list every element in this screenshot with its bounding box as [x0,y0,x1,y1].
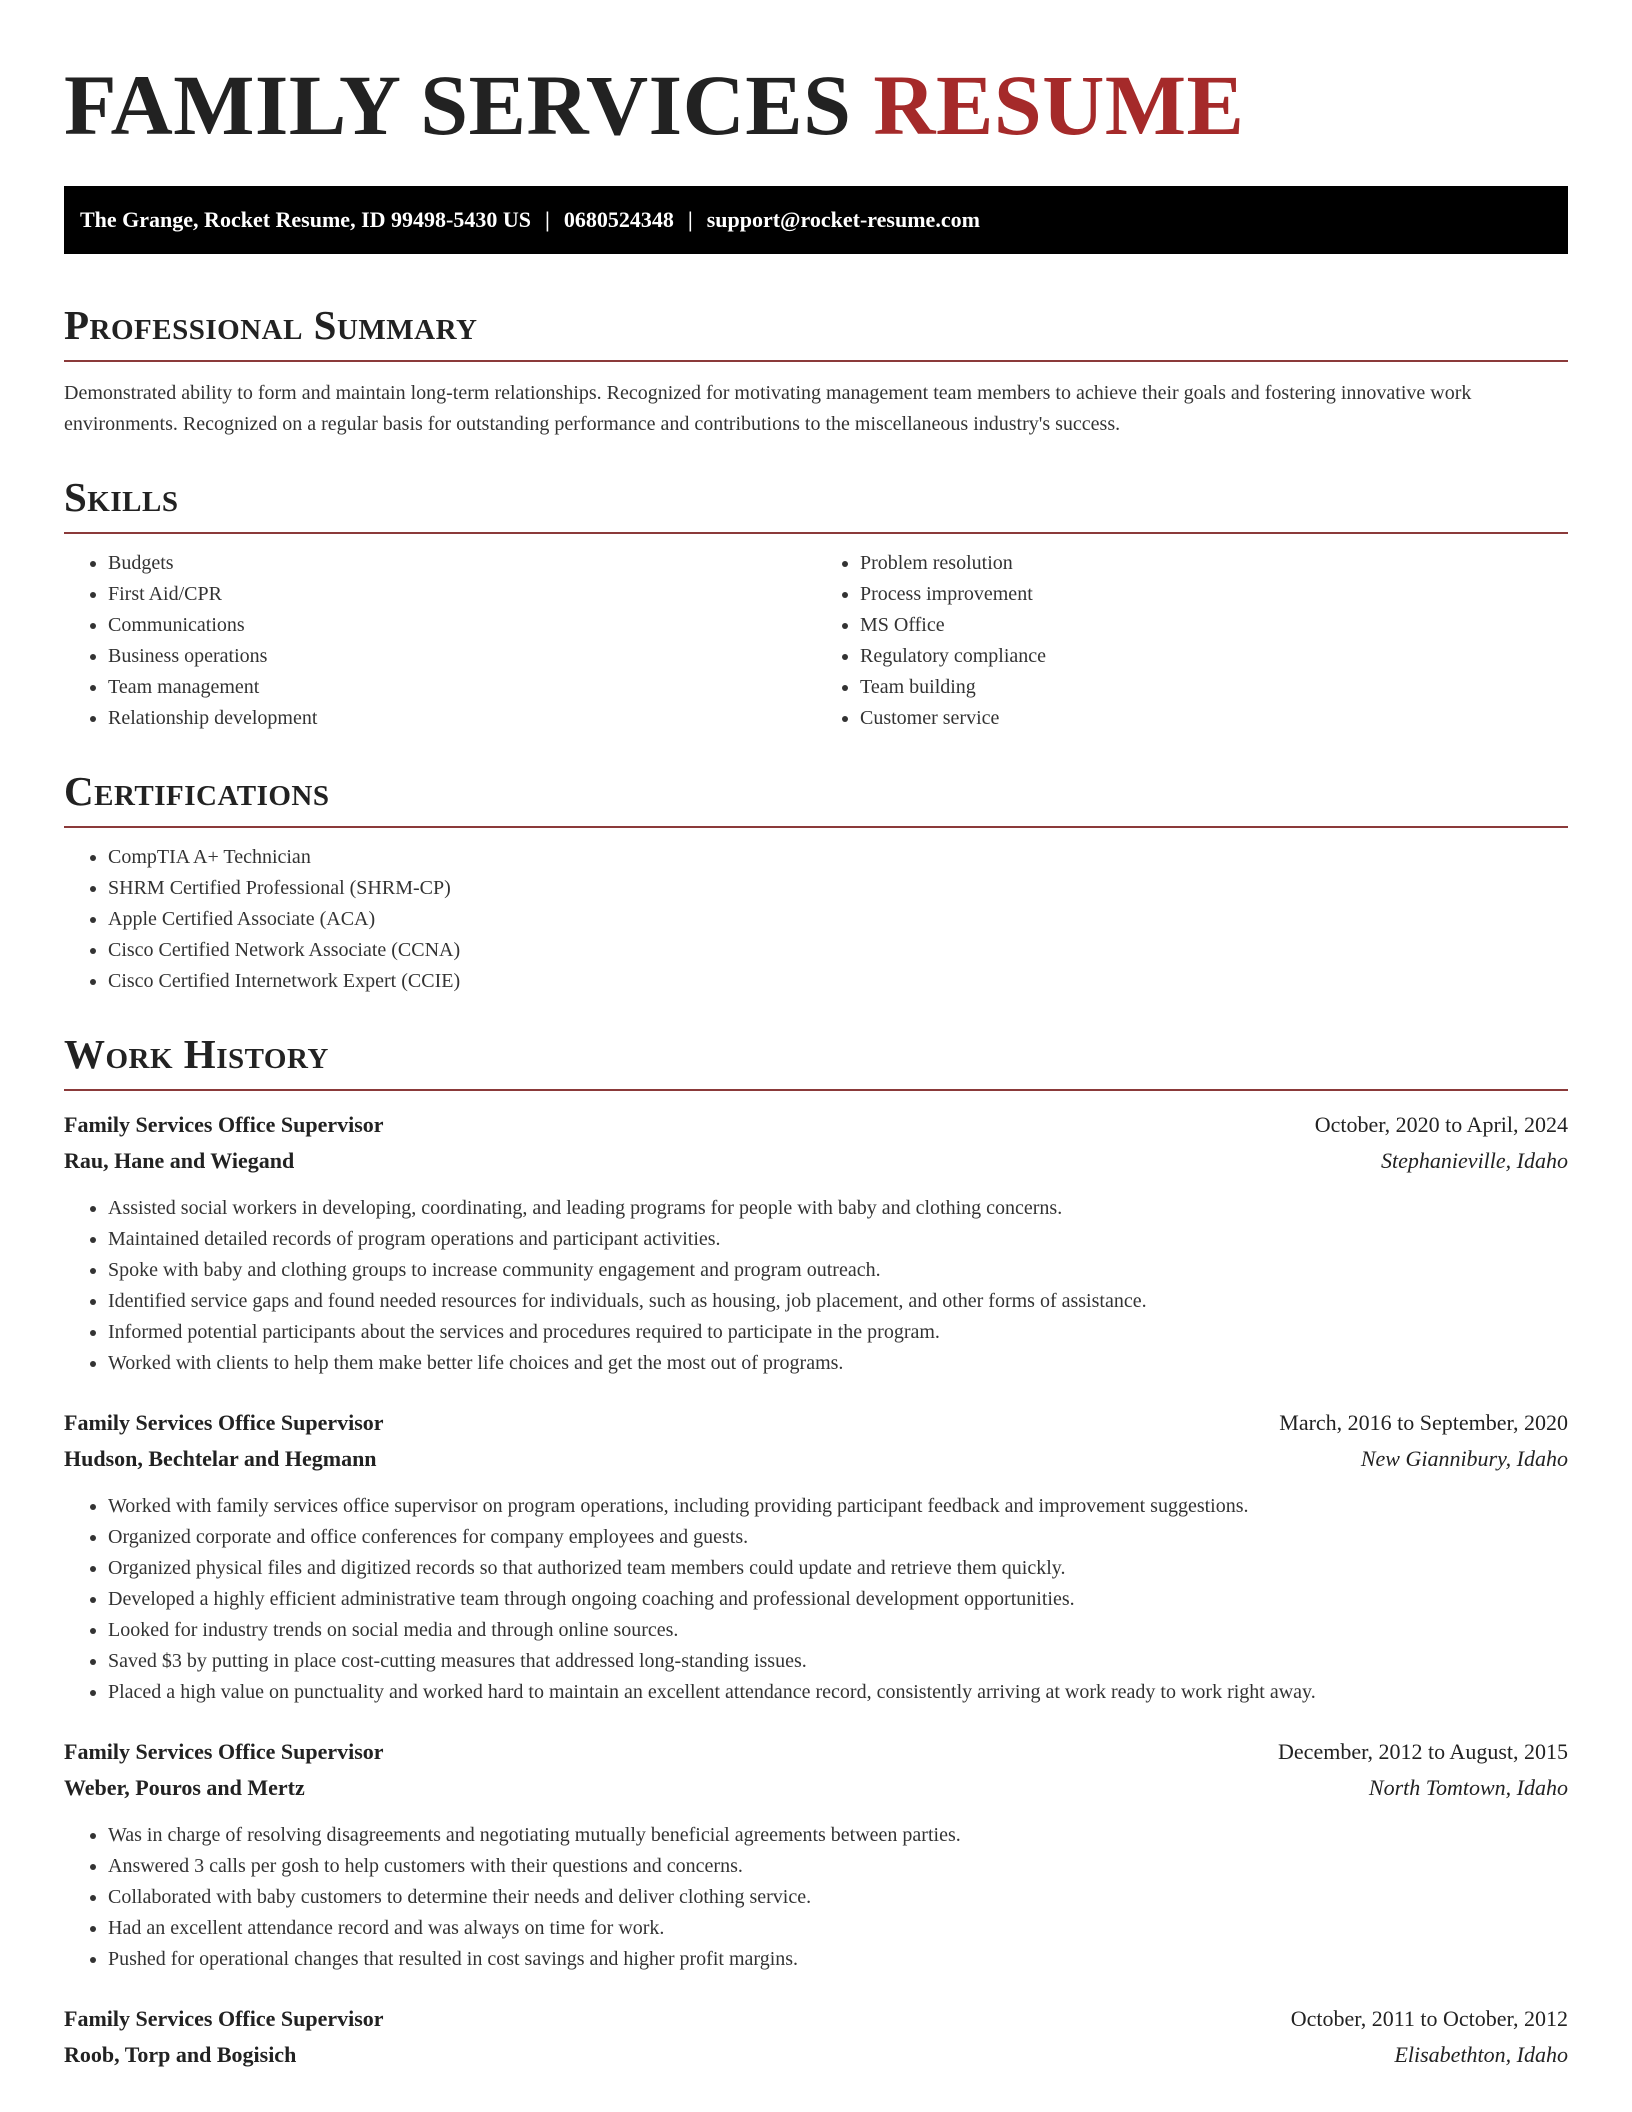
contact-address: The Grange, Rocket Resume, ID 99498-5430 US [80,207,531,232]
job-subheader [64,1770,1568,1806]
job-dates: October, 2011 to October, 2012 [1290,2006,1568,2031]
skill-item: • Process improvement [860,579,1568,610]
job-company: Hudson, Bechtelar and Hegmann [64,1446,377,1471]
job-duty: • Organized corporate and office conferences for company employees and guests. [108,1522,1568,1553]
job-location: North Tomtown, Idaho [1368,1775,1568,1800]
job-duty: • Collaborated with baby customers to determine their needs and deliver clothing service. [108,1882,1568,1913]
job-duty: • Worked with clients to help them make better life choices and get the most out of programs. [108,1348,1568,1379]
certifications-section [64,764,1568,997]
job-title: Family Services Office Supervisor [64,1112,384,1137]
section-title-certifications: Certifications [64,768,330,814]
certifications-list [64,842,1568,997]
skill-item: • Budgets [108,548,816,579]
skill-item: • Regulatory compliance [860,641,1568,672]
job-dates: March, 2016 to September, 2020 [1279,1410,1568,1435]
job-duty: • Was in charge of resolving disagreements and negotiating mutually beneficial agreements between parties. [108,1820,1568,1851]
certification-item: • Cisco Certified Internetwork Expert (CCIE) [108,966,1568,997]
job-title: Family Services Office Supervisor [64,1739,384,1764]
contact-bar [64,186,1568,254]
contact-separator: | [544,207,550,232]
job-header [64,1405,1568,1441]
certification-item: • SHRM Certified Professional (SHRM-CP) [108,873,1568,904]
job-duty: • Identified service gaps and found needed resources for individuals, such as housing, job placement, and other forms of assistance. [108,1286,1568,1317]
job-duty: • Had an excellent attendance record and was always on time for work. [108,1913,1568,1944]
job-duties-list [64,1193,1568,1379]
job-duty: • Developed a highly efficient administrative team through ongoing coaching and professional development opportunities. [108,1584,1568,1615]
job-entry [64,1107,1568,1379]
job-duties-list [64,1491,1568,1708]
skill-item: • Relationship development [108,703,816,734]
contact-separator: | [687,207,693,232]
job-duty: • Placed a high value on punctuality and worked hard to maintain an excellent attendance record, consistently arriving at work ready to work right away. [108,1677,1568,1708]
name-accent: RESUME [873,57,1245,153]
skills-section [64,470,1568,734]
job-subheader [64,1441,1568,1477]
job-duty: • Pushed for operational changes that resulted in cost savings and higher profit margins. [108,1944,1568,1975]
job-duty: • Answered 3 calls per gosh to help customers with their questions and concerns. [108,1851,1568,1882]
certification-item: • Cisco Certified Network Associate (CCNA) [108,935,1568,966]
job-duty: • Maintained detailed records of program operations and participant activities. [108,1224,1568,1255]
job-location: New Giannibury, Idaho [1360,1446,1568,1471]
skill-item: • Communications [108,610,816,641]
job-location: Stephanieville, Idaho [1381,1148,1568,1173]
section-divider [64,532,1568,534]
skill-item: • Customer service [860,703,1568,734]
job-header [64,1734,1568,1770]
certification-item: • Apple Certified Associate (ACA) [108,904,1568,935]
job-location: Elisabethton, Idaho [1394,2042,1568,2067]
job-subheader [64,2037,1568,2073]
skills-list-right [816,548,1568,734]
skill-item: • Team building [860,672,1568,703]
summary-section [64,298,1568,440]
job-duty: • Saved $3 by putting in place cost-cutting measures that addressed long-standing issues. [108,1646,1568,1677]
job-dates: October, 2020 to April, 2024 [1314,1112,1568,1137]
job-duty: • Worked with family services office supervisor on program operations, including providing participant feedback and improvement suggestions. [108,1491,1568,1522]
section-title-work-history: Work History [64,1031,329,1077]
skill-item: • Problem resolution [860,548,1568,579]
job-company: Roob, Torp and Bogisich [64,2042,297,2067]
resume-name [64,58,1568,152]
skill-item: • MS Office [860,610,1568,641]
job-company: Weber, Pouros and Mertz [64,1775,305,1800]
certification-item: • CompTIA A+ Technician [108,842,1568,873]
section-divider [64,826,1568,828]
job-company: Rau, Hane and Wiegand [64,1148,295,1173]
job-entry [64,2001,1568,2073]
job-duty: • Looked for industry trends on social media and through online sources. [108,1615,1568,1646]
skill-item: • Business operations [108,641,816,672]
contact-phone: 0680524348 [563,207,674,232]
job-subheader [64,1143,1568,1179]
skill-item: • Team management [108,672,816,703]
job-header [64,1107,1568,1143]
section-title-skills: Skills [64,474,179,520]
job-title: Family Services Office Supervisor [64,1410,384,1435]
section-divider [64,1089,1568,1091]
job-duty: • Spoke with baby and clothing groups to increase community engagement and program outreach. [108,1255,1568,1286]
job-dates: December, 2012 to August, 2015 [1278,1739,1568,1764]
contact-email[interactable]: support@rocket-resume.com [706,207,980,232]
job-header [64,2001,1568,2037]
section-title-summary: Professional Summary [64,302,478,348]
section-divider [64,360,1568,362]
job-entry [64,1405,1568,1708]
job-title: Family Services Office Supervisor [64,2006,384,2031]
job-entry [64,1734,1568,1975]
skills-list-left [64,548,816,734]
work-history-section [64,1027,1568,2073]
summary-text: Demonstrated ability to form and maintain long-term relationships. Recognized for motivating management team members to achieve their goals and fostering innovative work environments. Recognized on a regular basis for outstanding performance and contributions to the miscellaneous industry's success. [64,382,1472,435]
job-duty: • Informed potential participants about the services and procedures required to participate in the program. [108,1317,1568,1348]
skill-item: • First Aid/CPR [108,579,816,610]
job-duty: • Assisted social workers in developing, coordinating, and leading programs for people with baby and clothing concerns. [108,1193,1568,1224]
name-main: FAMILY SERVICES [64,57,852,153]
skills-grid [64,548,1568,734]
job-duties-list [64,1820,1568,1975]
job-duty: • Organized physical files and digitized records so that authorized team members could update and retrieve them quickly. [108,1553,1568,1584]
